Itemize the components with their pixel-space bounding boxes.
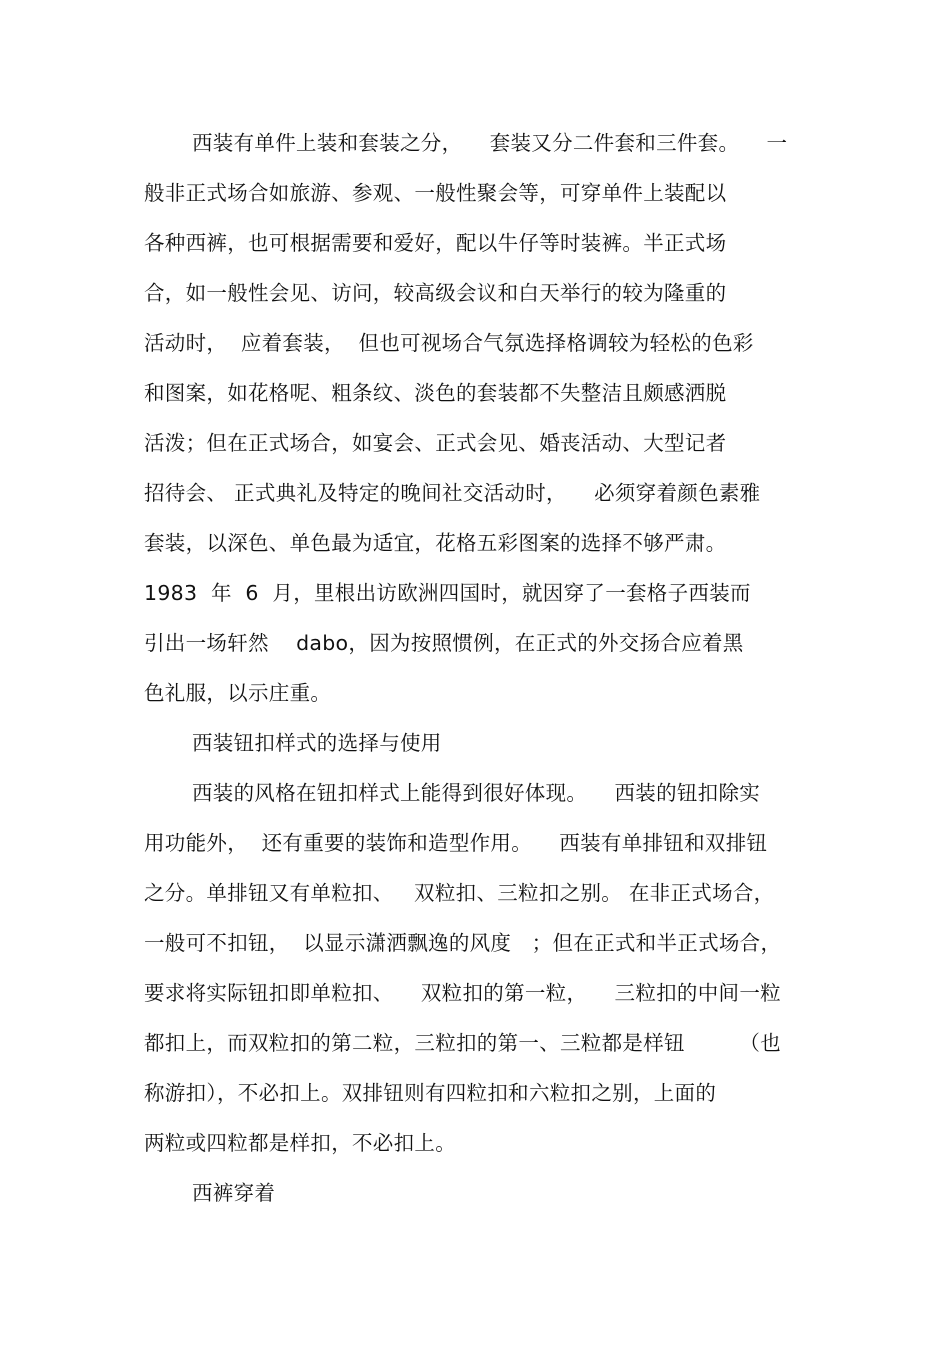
paragraph-line-13: 西装的风格在钮扣样式上能得到很好体现。 西装的钮扣除实 (192, 781, 761, 805)
paragraph-line-5: 活动时， 应着套装， 但也可视场合气氛选择格调较为轻松的色彩 (144, 331, 754, 355)
paragraph-line-4: 合，如一般性会见、访问，较高级会议和白天举行的较为隆重的 (144, 281, 727, 305)
paragraph-line-7: 活泼；但在正式场合，如宴会、正式会见、婚丧活动、大型记者 (144, 431, 727, 455)
paragraph-line-19: 称游扣），不必扣上。双排钮则有四粒扣和六粒扣之别，上面的 (144, 1081, 717, 1105)
paragraph-line-11: 引出一场轩然 dabo，因为按照惯例，在正式的外交扬合应着黑 (144, 631, 744, 655)
paragraph-line-8: 招待会、 正式典礼及特定的晚间社交活动时， 必须穿着颜色素雅 (144, 481, 761, 505)
paragraph-line-20: 两粒或四粒都是样扣，不必扣上。 (144, 1131, 456, 1155)
paragraph-line-6: 和图案，如花格呢、粗条纹、淡色的套装都不失整洁且颇感洒脱 (144, 381, 727, 405)
paragraph-line-15: 之分。单排钮又有单粒扣、 双粒扣、三粒扣之别。 在非正式场合， (144, 881, 775, 905)
paragraph-line-1: 西装有单件上装和套装之分， 套装又分二件套和三件套。 一 (192, 131, 788, 155)
section-heading-trousers: 西裤穿着 (192, 1181, 276, 1205)
paragraph-line-2: 般非正式场合如旅游、参观、一般性聚会等，可穿单件上装配以 (144, 181, 727, 205)
paragraph-line-12: 色礼服，以示庄重。 (144, 681, 332, 705)
paragraph-line-17: 要求将实际钮扣即单粒扣、 双粒扣的第一粒， 三粒扣的中间一粒 (144, 981, 781, 1005)
paragraph-line-9: 套装，以深色、单色最为适宜，花格五彩图案的选择不够严肃。 (144, 531, 727, 555)
paragraph-line-3: 各种西裤，也可根据需要和爱好，配以牛仔等时装裤。半正式场 (144, 231, 727, 255)
paragraph-line-10: 1983 年 6 月，里根出访欧洲四国时，就因穿了一套格子西装而 (144, 581, 751, 605)
paragraph-line-18: 都扣上，而双粒扣的第二粒，三粒扣的第一、三粒都是样钮 （也 (144, 1031, 781, 1055)
paragraph-line-16: 一般可不扣钮， 以显示潇洒飘逸的风度 ；但在正式和半正式场合， (144, 931, 782, 955)
paragraph-line-14: 用功能外， 还有重要的装饰和造型作用。 西装有单排钮和双排钮 (144, 831, 768, 855)
section-heading-buttons: 西装钮扣样式的选择与使用 (192, 731, 442, 755)
